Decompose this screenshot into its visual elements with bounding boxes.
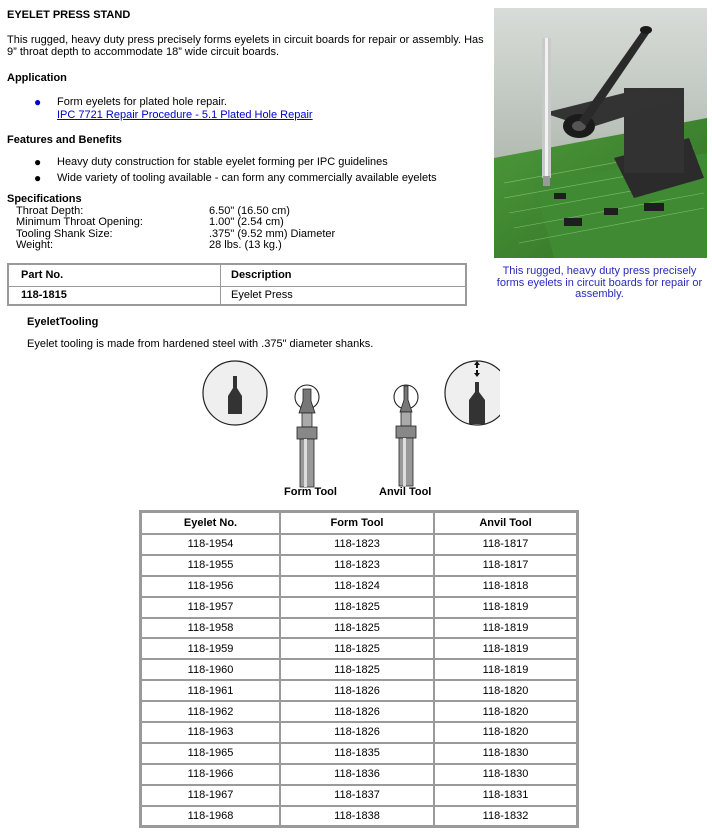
- table-row: [141, 806, 577, 827]
- table-row: [141, 722, 577, 743]
- table-cell: 118-1830: [434, 764, 577, 785]
- table-cell: 118-1965: [141, 743, 280, 764]
- tooling-heading: EyeletTooling: [27, 316, 99, 328]
- part-table: [7, 263, 467, 306]
- table-cell: 118-1815: [8, 286, 221, 305]
- table-cell: 118-1820: [434, 722, 577, 743]
- spec-label: Weight:: [16, 239, 54, 251]
- specifications: [7, 194, 335, 252]
- eyelet-press-photo: [494, 8, 707, 258]
- feature-item: Wide variety of tooling available - can form any commercially available eyelets: [57, 172, 437, 184]
- spec-row: [7, 229, 335, 241]
- anvil-tip-detail-icon: [445, 361, 500, 425]
- feature-item: Heavy duty construction for stable eyelet forming per IPC guidelines: [57, 156, 388, 168]
- table-cell: 118-1825: [280, 638, 434, 659]
- table-cell: 118-1825: [280, 597, 434, 618]
- table-cell: 118-1832: [434, 806, 577, 827]
- table-row: [141, 576, 577, 597]
- list-item: [7, 156, 487, 169]
- table-cell: 118-1968: [141, 806, 280, 827]
- column-header: Eyelet No.: [141, 512, 280, 534]
- table-cell: 118-1961: [141, 680, 280, 701]
- spec-row: [7, 217, 335, 229]
- table-cell: 118-1958: [141, 618, 280, 639]
- anvil-tool-label: Anvil Tool: [379, 486, 432, 498]
- table-cell: 118-1962: [141, 701, 280, 722]
- table-cell: 118-1820: [434, 701, 577, 722]
- table-cell: 118-1954: [141, 534, 280, 555]
- table-row: [141, 638, 577, 659]
- table-cell: 118-1819: [434, 659, 577, 680]
- table-cell: 118-1823: [280, 534, 434, 555]
- table-cell: 118-1837: [280, 785, 434, 806]
- anvil-tool-icon: [394, 385, 418, 486]
- table-row: [141, 659, 577, 680]
- table-cell: 118-1819: [434, 618, 577, 639]
- application-heading: Application: [7, 72, 67, 84]
- table-cell: 118-1820: [434, 680, 577, 701]
- table-cell: 118-1838: [280, 806, 434, 827]
- spec-value: 6.50" (16.50 cm): [209, 204, 290, 217]
- table-cell: 118-1817: [434, 555, 577, 576]
- table-cell: 118-1817: [434, 534, 577, 555]
- table-row: [141, 764, 577, 785]
- table-cell: 118-1823: [280, 555, 434, 576]
- table-row: [141, 618, 577, 639]
- table-cell: 118-1826: [280, 722, 434, 743]
- table-cell: 118-1826: [280, 701, 434, 722]
- table-cell: 118-1825: [280, 618, 434, 639]
- specifications-heading: Specifications: [7, 193, 82, 205]
- features-heading: Features and Benefits: [7, 134, 122, 146]
- tooling-diagram: [200, 356, 500, 506]
- list-item: [7, 96, 487, 122]
- table-cell: Eyelet Press: [221, 286, 467, 305]
- table-cell: 118-1967: [141, 785, 280, 806]
- table-cell: 118-1819: [434, 638, 577, 659]
- spec-label: Throat Depth:: [16, 204, 84, 217]
- ipc-repair-link[interactable]: IPC 7721 Repair Procedure - 5.1 Plated Hole Repair: [57, 109, 313, 121]
- features-list: [7, 156, 487, 185]
- table-row: [141, 597, 577, 618]
- table-cell: 118-1819: [434, 597, 577, 618]
- intro-paragraph: This rugged, heavy duty press precisely forms eyelets in circuit boards for repair or assembly. Has 9” throat depth to accommodate 18” wide circuit boards.: [7, 34, 484, 58]
- column-header: Description: [221, 264, 467, 286]
- table-cell: 118-1956: [141, 576, 280, 597]
- application-list: [7, 96, 487, 122]
- table-cell: 118-1826: [280, 680, 434, 701]
- table-row: [141, 534, 577, 555]
- table-cell: 118-1955: [141, 555, 280, 576]
- table-cell: 118-1957: [141, 597, 280, 618]
- bullet-icon: ●: [34, 171, 42, 185]
- table-cell: 118-1825: [280, 659, 434, 680]
- spec-value: 1.00" (2.54 cm): [209, 216, 284, 228]
- table-cell: 118-1818: [434, 576, 577, 597]
- table-cell: 118-1835: [280, 743, 434, 764]
- table-row: [141, 785, 577, 806]
- form-tool-label: Form Tool: [284, 486, 337, 498]
- table-cell: 118-1966: [141, 764, 280, 785]
- column-header: Form Tool: [280, 512, 434, 534]
- application-item: Form eyelets for plated hole repair.: [57, 96, 227, 108]
- spec-value: .375" (9.52 mm) Diameter: [209, 227, 336, 240]
- table-cell: 118-1963: [141, 722, 280, 743]
- spec-value: 28 lbs. (13 kg.): [209, 239, 282, 251]
- table-row: [141, 680, 577, 701]
- table-cell: 118-1959: [141, 638, 280, 659]
- column-header: Anvil Tool: [434, 512, 577, 534]
- spec-label: Tooling Shank Size:: [16, 227, 113, 240]
- table-cell: 118-1836: [280, 764, 434, 785]
- tooling-table: [139, 510, 579, 828]
- bullet-icon: ●: [34, 95, 42, 109]
- spec-row: [7, 240, 335, 252]
- table-row: [141, 701, 577, 722]
- bullet-icon: ●: [34, 155, 42, 169]
- form-tool-icon: [295, 385, 319, 487]
- spec-label: Minimum Throat Opening:: [16, 216, 143, 228]
- form-tip-detail-icon: [203, 361, 267, 425]
- photo-caption: This rugged, heavy duty press precisely forms eyelets in circuit boards for repair or assembly.: [496, 265, 703, 300]
- table-row: [141, 555, 577, 576]
- page-title: EYELET PRESS STAND: [7, 9, 131, 21]
- table-row: [141, 743, 577, 764]
- table-cell: 118-1960: [141, 659, 280, 680]
- table-cell: 118-1830: [434, 743, 577, 764]
- table-cell: 118-1824: [280, 576, 434, 597]
- tooling-description: Eyelet tooling is made from hardened steel with .375" diameter shanks.: [27, 338, 374, 350]
- tooling-table-body: [141, 534, 577, 826]
- column-header: Part No.: [8, 264, 221, 286]
- table-cell: 118-1831: [434, 785, 577, 806]
- list-item: [7, 172, 487, 185]
